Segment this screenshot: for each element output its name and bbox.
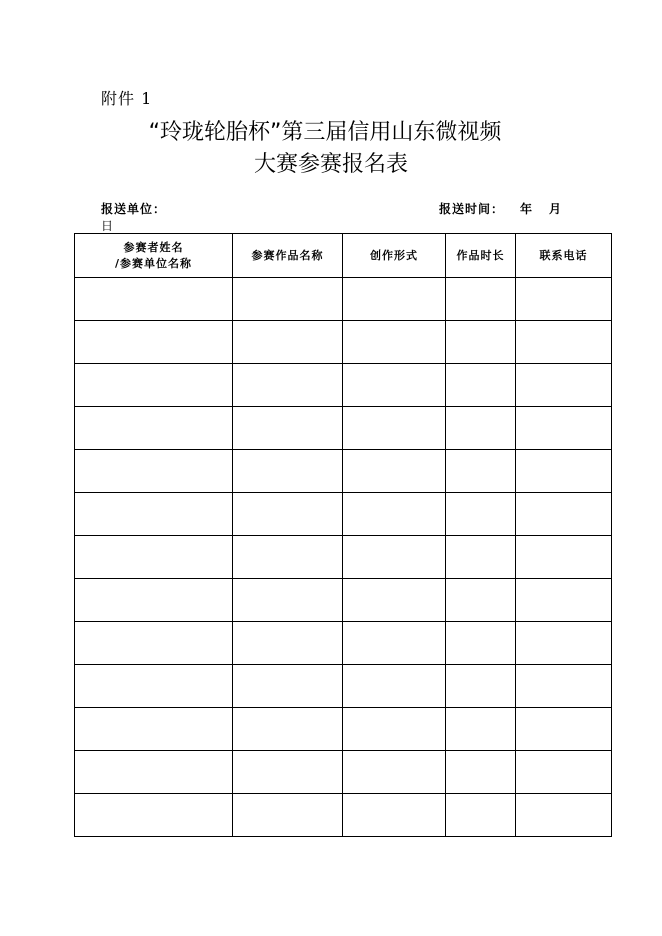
- cell-phone[interactable]: [516, 321, 612, 364]
- cell-work-title[interactable]: [233, 321, 343, 364]
- cell-phone[interactable]: [516, 364, 612, 407]
- cell-duration[interactable]: [446, 407, 516, 450]
- year-label: 年: [520, 202, 534, 216]
- cell-duration[interactable]: [446, 278, 516, 321]
- cell-participant[interactable]: [75, 407, 233, 450]
- cell-phone[interactable]: [516, 665, 612, 708]
- column-header-creation-form: 创作形式: [343, 234, 446, 278]
- cell-duration[interactable]: [446, 493, 516, 536]
- cell-work-title[interactable]: [233, 794, 343, 837]
- table-row: [75, 665, 612, 708]
- cell-phone[interactable]: [516, 278, 612, 321]
- table-row: [75, 364, 612, 407]
- cell-creation-form[interactable]: [343, 579, 446, 622]
- cell-creation-form[interactable]: [343, 665, 446, 708]
- submission-time-label: 报送时间：: [439, 202, 505, 216]
- cell-phone[interactable]: [516, 493, 612, 536]
- attachment-label: 附件 1: [101, 89, 153, 108]
- cell-duration[interactable]: [446, 579, 516, 622]
- table-row: [75, 708, 612, 751]
- cell-duration[interactable]: [446, 794, 516, 837]
- cell-participant[interactable]: [75, 579, 233, 622]
- table-row: [75, 493, 612, 536]
- cell-creation-form[interactable]: [343, 407, 446, 450]
- cell-duration[interactable]: [446, 665, 516, 708]
- cell-creation-form[interactable]: [343, 536, 446, 579]
- table-body: [75, 278, 612, 837]
- cell-duration[interactable]: [446, 622, 516, 665]
- cell-work-title[interactable]: [233, 708, 343, 751]
- table-row: [75, 536, 612, 579]
- table-row: [75, 321, 612, 364]
- cell-phone[interactable]: [516, 794, 612, 837]
- table-row: [75, 407, 612, 450]
- cell-participant[interactable]: [75, 751, 233, 794]
- form-title-line-2: 大赛参赛报名表: [253, 152, 408, 177]
- cell-creation-form[interactable]: [343, 794, 446, 837]
- table-row: [75, 450, 612, 493]
- cell-creation-form[interactable]: [343, 708, 446, 751]
- form-title-line-1: “玲珑轮胎杯”第三届信用山东微视频: [148, 120, 502, 145]
- cell-participant[interactable]: [75, 278, 233, 321]
- cell-duration[interactable]: [446, 450, 516, 493]
- cell-participant[interactable]: [75, 364, 233, 407]
- cell-participant[interactable]: [75, 794, 233, 837]
- column-header-line: 参赛者姓名: [123, 240, 184, 254]
- column-header-duration: 作品时长: [446, 234, 516, 278]
- cell-participant[interactable]: [75, 321, 233, 364]
- cell-phone[interactable]: [516, 536, 612, 579]
- column-header-phone: 联系电话: [516, 234, 612, 278]
- cell-work-title[interactable]: [233, 407, 343, 450]
- column-header-line: /参赛单位名称: [114, 256, 193, 270]
- cell-participant[interactable]: [75, 493, 233, 536]
- day-label: 日: [101, 219, 115, 233]
- table-row: [75, 622, 612, 665]
- registration-table: [74, 233, 612, 837]
- cell-work-title[interactable]: [233, 622, 343, 665]
- month-label: 月: [549, 202, 563, 216]
- cell-phone[interactable]: [516, 450, 612, 493]
- cell-participant[interactable]: [75, 665, 233, 708]
- cell-duration[interactable]: [446, 751, 516, 794]
- table-row: [75, 751, 612, 794]
- cell-work-title[interactable]: [233, 278, 343, 321]
- cell-work-title[interactable]: [233, 665, 343, 708]
- cell-duration[interactable]: [446, 536, 516, 579]
- cell-phone[interactable]: [516, 579, 612, 622]
- cell-participant[interactable]: [75, 708, 233, 751]
- cell-work-title[interactable]: [233, 364, 343, 407]
- cell-phone[interactable]: [516, 407, 612, 450]
- table-header-row: [75, 234, 612, 278]
- cell-creation-form[interactable]: [343, 622, 446, 665]
- cell-work-title[interactable]: [233, 536, 343, 579]
- cell-work-title[interactable]: [233, 493, 343, 536]
- cell-creation-form[interactable]: [343, 364, 446, 407]
- cell-work-title[interactable]: [233, 579, 343, 622]
- cell-participant[interactable]: [75, 622, 233, 665]
- cell-duration[interactable]: [446, 364, 516, 407]
- column-header-work-title: 参赛作品名称: [233, 234, 343, 278]
- table-row: [75, 278, 612, 321]
- cell-phone[interactable]: [516, 622, 612, 665]
- cell-creation-form[interactable]: [343, 321, 446, 364]
- cell-duration[interactable]: [446, 321, 516, 364]
- cell-creation-form[interactable]: [343, 278, 446, 321]
- cell-phone[interactable]: [516, 708, 612, 751]
- cell-work-title[interactable]: [233, 450, 343, 493]
- cell-creation-form[interactable]: [343, 493, 446, 536]
- column-header-participant: [75, 234, 233, 278]
- cell-duration[interactable]: [446, 708, 516, 751]
- cell-work-title[interactable]: [233, 751, 343, 794]
- cell-creation-form[interactable]: [343, 751, 446, 794]
- submitting-unit-label: 报送单位：: [101, 202, 167, 216]
- cell-participant[interactable]: [75, 536, 233, 579]
- table-row: [75, 579, 612, 622]
- cell-creation-form[interactable]: [343, 450, 446, 493]
- table-row: [75, 794, 612, 837]
- cell-participant[interactable]: [75, 450, 233, 493]
- cell-phone[interactable]: [516, 751, 612, 794]
